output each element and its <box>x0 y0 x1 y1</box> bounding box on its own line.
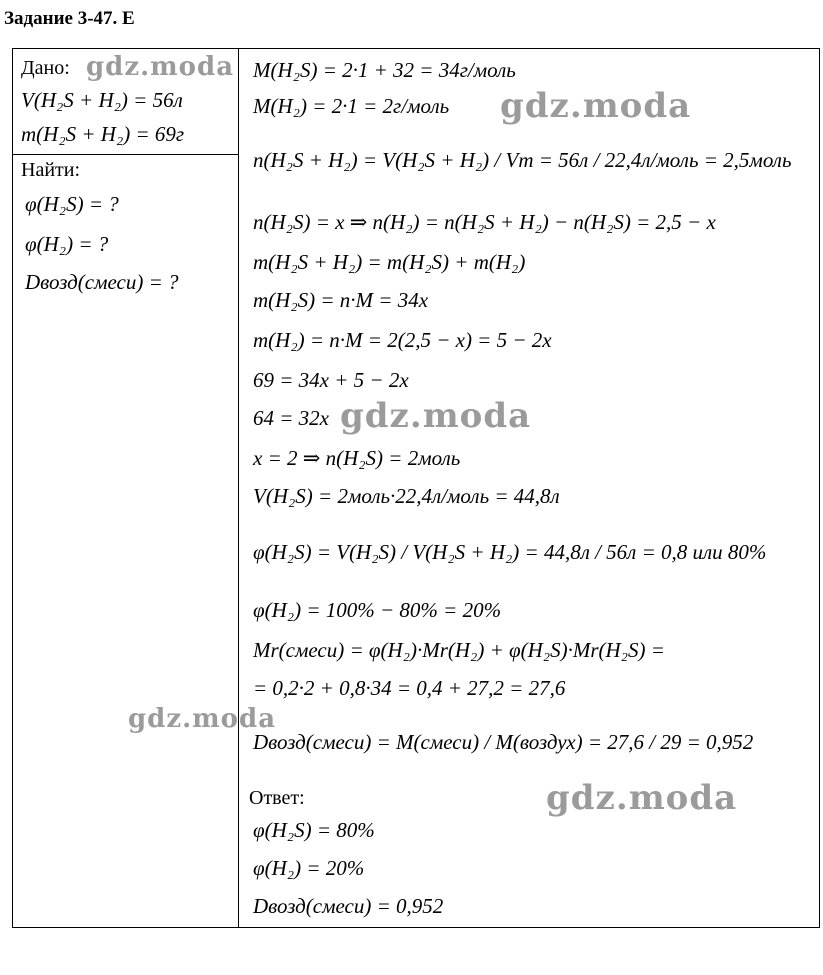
solution-line-x-value: x = 2 ⇒ n(H₂S) = 2моль <box>253 446 461 470</box>
given-line-mass: m(H₂S + H₂) = 69г <box>21 122 185 146</box>
solution-line-mr-mixture: Mr(смеси) = φ(H₂)·Mr(H₂) + φ(H₂S)·Mr(H₂S) = <box>253 638 665 662</box>
column-divider <box>238 49 239 927</box>
solution-line-moles-variable: n(H₂S) = x ⇒ n(H₂) = n(H₂S + H₂) − n(H₂S) = 2,5 − x <box>253 210 716 234</box>
find-line-phi-h2: φ(H₂) = ? <box>25 232 109 256</box>
given-header: Дано: <box>21 57 70 79</box>
find-header: Найти: <box>21 159 81 181</box>
solution-line-equation: 69 = 34x + 5 − 2x <box>253 368 409 392</box>
solution-line-total-moles: n(H₂S + H₂) = V(H₂S + H₂) / Vm = 56л / 22,4л/моль = 2,5моль <box>253 148 792 172</box>
solution-line-fraction-h2s: φ(H₂S) = V(H₂S) / V(H₂S + H₂) = 44,8л / 56л = 0,8 или 80% <box>253 540 767 564</box>
solution-line-simplified: 64 = 32x <box>253 406 329 430</box>
answer-header: Ответ: <box>249 787 305 809</box>
solution-line-molar-mass-h2: M(H₂) = 2·1 = 2г/моль <box>253 94 450 118</box>
given-find-divider <box>13 154 238 155</box>
solution-line-density: Dвозд(смеси) = M(смеси) / M(воздух) = 27,6 / 29 = 0,952 <box>253 730 754 754</box>
task-title: Задание 3-47. Е <box>4 8 135 29</box>
watermark-logo: gdz.moda <box>340 396 532 436</box>
find-line-phi-h2s: φ(H₂S) = ? <box>25 192 119 216</box>
answer-line-phi-h2s: φ(H₂S) = 80% <box>253 818 375 842</box>
solution-line-volume-h2s: V(H₂S) = 2моль·22,4л/моль = 44,8л <box>253 484 560 508</box>
solution-line-molar-mass-h2s: M(H₂S) = 2·1 + 32 = 34г/моль <box>253 58 516 82</box>
solution-line-mass-sum: m(H₂S + H₂) = m(H₂S) + m(H₂) <box>253 250 526 274</box>
watermark-logo: gdz.moda <box>546 778 738 818</box>
answer-line-density: Dвозд(смеси) = 0,952 <box>253 894 444 918</box>
solution-line-mass-h2: m(H₂) = n·M = 2(2,5 − x) = 5 − 2x <box>253 328 552 352</box>
find-line-density: Dвозд(смеси) = ? <box>25 270 179 294</box>
answer-line-phi-h2: φ(H₂) = 20% <box>253 856 365 880</box>
watermark-logo: gdz.moda <box>128 704 277 734</box>
watermark-logo: gdz.moda <box>86 52 235 82</box>
solution-line-mr-value: = 0,2·2 + 0,8·34 = 0,4 + 27,2 = 27,6 <box>253 676 566 700</box>
solution-line-mass-h2s: m(H₂S) = n·M = 34x <box>253 288 429 312</box>
solution-line-fraction-h2: φ(H₂) = 100% − 80% = 20% <box>253 598 502 622</box>
watermark-logo: gdz.moda <box>500 86 692 126</box>
given-line-volume: V(H₂S + H₂) = 56л <box>21 88 183 112</box>
